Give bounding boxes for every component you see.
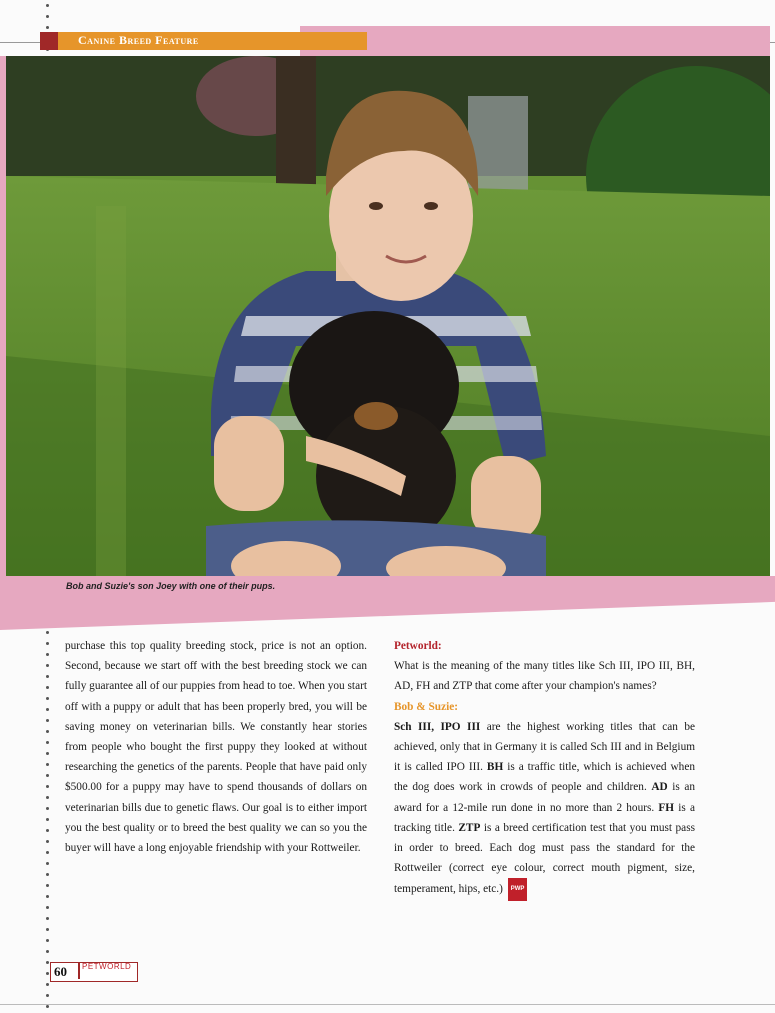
binder-dot (46, 1005, 49, 1008)
bottom-rule (0, 1004, 775, 1005)
section-square-mark (40, 32, 58, 50)
binder-dot (46, 807, 49, 810)
respondent-label: Bob & Suzie: (394, 700, 459, 713)
interview-answer (394, 717, 695, 901)
binder-dot (46, 994, 49, 997)
footer-divider (78, 963, 80, 979)
binder-dot (46, 873, 49, 876)
binder-dot (46, 4, 49, 7)
article-column-left (65, 636, 367, 858)
answer-part-4: is a tracking title. (394, 801, 695, 834)
term-ztp: ZTP (458, 821, 481, 834)
answer-part-2: is a traffic title, which is achieved when the dog does work in crowds of people and children. (394, 761, 695, 794)
binder-dot (46, 884, 49, 887)
term-bh: BH (486, 761, 504, 774)
publication-name: PETWORLD (82, 962, 132, 971)
binder-dot (46, 983, 49, 986)
feature-photo (6, 56, 770, 576)
left-column-text: purchase this top quality breeding stock, price is not an option. Second, because we start off with the best breeding stock we can fully guarantee all of our puppies from head to toe. When you start off with a puppy or adult that has been properly bred, you will be saving money on veterinarian bills. We constantly hear stories from people who bought the first puppy they looked at without researching the genetics of the parents. People that have paid only $500.00 for a puppy may have to spend thousands of dollars on veterinarian bills due to genetic flaws. Our goal is to either import you the best quality or to breed the best quality we can so you the buyer will have a long enjoyable friendship with your Rottweiler. (65, 640, 367, 855)
page-number: 60 (54, 964, 67, 979)
answer-part-3: is an award for a 12-mile run done in no more than 2 hours. (394, 781, 695, 814)
binder-dot (46, 829, 49, 832)
photo-illustration (6, 56, 770, 576)
binder-dot (46, 26, 49, 29)
binder-dot (46, 664, 49, 667)
binder-dot (46, 862, 49, 865)
binder-dot (46, 906, 49, 909)
binder-dot (46, 774, 49, 777)
photo-caption: Bob and Suzie's son Joey with one of their pups. (66, 581, 276, 591)
binder-dot (46, 818, 49, 821)
end-mark: PWP (508, 878, 528, 900)
binder-dot (46, 763, 49, 766)
binder-dot (46, 950, 49, 953)
term-sch-ipo: Sch III, IPO III (394, 720, 481, 733)
binder-dot (46, 686, 49, 689)
binder-dot (46, 741, 49, 744)
binder-dot (46, 895, 49, 898)
binder-dot (46, 796, 49, 799)
binder-dot (46, 697, 49, 700)
binder-dot (46, 631, 49, 634)
binder-dot (46, 972, 49, 975)
binder-dot (46, 653, 49, 656)
answer-part-5: is a breed certification test that you must pass in order to breed. Each dog must pass the standard for the Rottweiler (correct eye colour, correct mouth pigment, size, temperament, hips, etc.) (394, 821, 695, 896)
binder-dot (46, 840, 49, 843)
binder-dot (46, 719, 49, 722)
binder-dot (46, 708, 49, 711)
binder-dot (46, 752, 49, 755)
article-column-right (394, 636, 695, 901)
binder-dot (46, 917, 49, 920)
binder-dot (46, 851, 49, 854)
interviewer-label: Petworld: (394, 640, 442, 652)
header-pink-band (300, 26, 770, 56)
binder-dot (46, 961, 49, 964)
binder-dot (46, 675, 49, 678)
binder-dot (46, 15, 49, 18)
section-label: Canine Breed Feature (78, 33, 199, 47)
binder-dot (46, 928, 49, 931)
term-fh: FH (658, 801, 675, 814)
binder-dot (46, 939, 49, 942)
answer-part-1: are the highest working titles that can be achieved, only that in Germany it is called Sch III and in Belgium it is called IPO III. (394, 720, 695, 774)
interview-question: What is the meaning of the many titles like Sch III, IPO III, BH, AD, FH and ZTP that come after your champion's names? (394, 660, 695, 693)
term-ad: AD (651, 781, 668, 794)
binder-dot (46, 785, 49, 788)
binder-dot (46, 642, 49, 645)
binder-dot (46, 730, 49, 733)
